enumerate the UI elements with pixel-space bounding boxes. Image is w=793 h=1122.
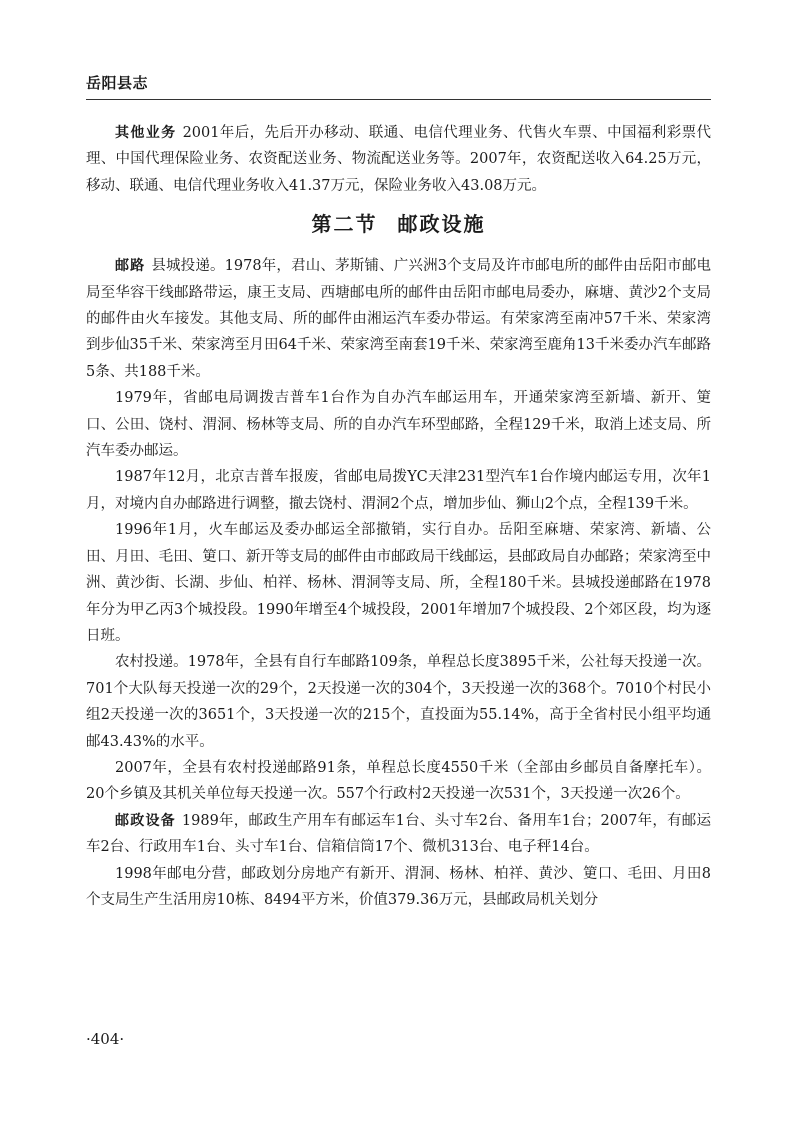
- paragraph-other-business: [86, 120, 711, 199]
- page-body: [86, 120, 711, 913]
- paragraph-text: 县城投递。1978年，君山、茅斯铺、广兴洲3个支局及许市邮电所的邮件由岳阳市邮电局至华容干线邮路带运，康王支局、西塘邮电所的邮件由岳阳市邮电局委办，麻塘、黄沙2个支局的邮件由火车接发。其他支局、所的邮件由湘运汽车委办带运。有荣家湾至南冲57千米、荣家湾到步仙35千米、荣家湾至月田64千米、荣家湾至南套19千米、荣家湾至鹿角13千米委办汽车邮路5条、共188千米。: [86, 258, 712, 380]
- paragraph-text: 1989年，邮政生产用车有邮运车1台、头寸车2台、备用车1台；2007年，有邮运车2台、行政用车1台、头寸车1台、信箱信筒17个、微机313台、电子秤14台。: [86, 812, 711, 856]
- paragraph-text: 1979年，省邮电局调拨吉普车1台作为自办汽车邮运用车，开通荣家湾至新墙、新开、筻口、公田、饶村、渭洞、杨林等支局、所的自办汽车环型邮路，全程129千米，取消上述支局、所汽车委办邮运。: [86, 390, 711, 460]
- paragraph-text: 2007年，全县有农村投递邮路91条，单程总长度4550千米（全部由乡邮员自备摩托车）。20个乡镇及其机关单位每天投递一次。557个行政村2天投递一次531个，3天投递一次26个。: [86, 759, 711, 803]
- paragraph-1987: [86, 464, 711, 517]
- paragraph-text: 1987年12月，北京吉普车报废，省邮电局拨YC天津231型汽车1台作境内邮运专用，次年1月，对境内自办邮路进行调整，撤去饶村、渭洞2个点，增加步仙、狮山2个点，全程139千米。: [86, 469, 711, 512]
- paragraph-postal-routes: [86, 253, 711, 385]
- paragraph-text: 2001年后，先后开办移动、联通、电信代理业务、代售火车票、中国福利彩票代理、中国代理保险业务、农资配送业务、物流配送业务等。2007年，农资配送收入64.25万元，移动、联通、电信代理业务收入41.37万元，保险业务收入43.08万元。: [86, 125, 711, 194]
- paragraph-lead: 其他业务: [115, 125, 177, 141]
- header-rule: [86, 99, 711, 100]
- paragraph-1979: [86, 385, 711, 464]
- paragraph-text: 1996年1月，火车邮运及委办邮运全部撤销，实行自办。岳阳至麻塘、荣家湾、新墙、公田、月田、毛田、筻口、新开等支局的邮件由市邮政局干线邮运，县邮政局自办邮路；荣家湾至中洲、黄沙街、长湖、步仙、柏祥、杨林、渭洞等支局、所，全程180千米。县城投递邮路在1978年分为甲乙丙3个城投段。1990年增至4个城投段，2001年增加7个城投段、2个郊区段，均为逐日班。: [86, 522, 711, 644]
- paragraph-text: 1998年邮电分营，邮政划分房地产有新开、渭洞、杨林、柏祥、黄沙、筻口、毛田、月田8个支局生产生活用房10栋、8494平方米，价值379.36万元，县邮政局机关划分: [86, 865, 711, 908]
- running-header: 岳阳县志: [86, 74, 149, 92]
- section-title: [86, 211, 711, 237]
- paragraph-postal-equipment: [86, 808, 711, 861]
- paragraph-lead: 邮政设备: [115, 812, 176, 829]
- section-number: 第二节: [311, 212, 378, 237]
- paragraph-1996: [86, 517, 711, 649]
- paragraph-lead: 邮路: [115, 258, 146, 275]
- section-name: 邮政设施: [397, 212, 486, 237]
- page-number: ·404·: [86, 1030, 125, 1048]
- paragraph-rural-delivery: [86, 649, 711, 755]
- paragraph-text: 农村投递。1978年，全县有自行车邮路109条，单程总长度3895千米，公社每天投递一次。701个大队每天投递一次的29个，2天投递一次的304个，3天投递一次的368个。7010个村民小组2天投递一次的3651个，3天投递一次的215个，直投面为55.14%，高于全省村民小组平均通邮43.43%的水平。: [86, 654, 711, 750]
- paragraph-2007: [86, 755, 711, 808]
- paragraph-1998: [86, 861, 711, 914]
